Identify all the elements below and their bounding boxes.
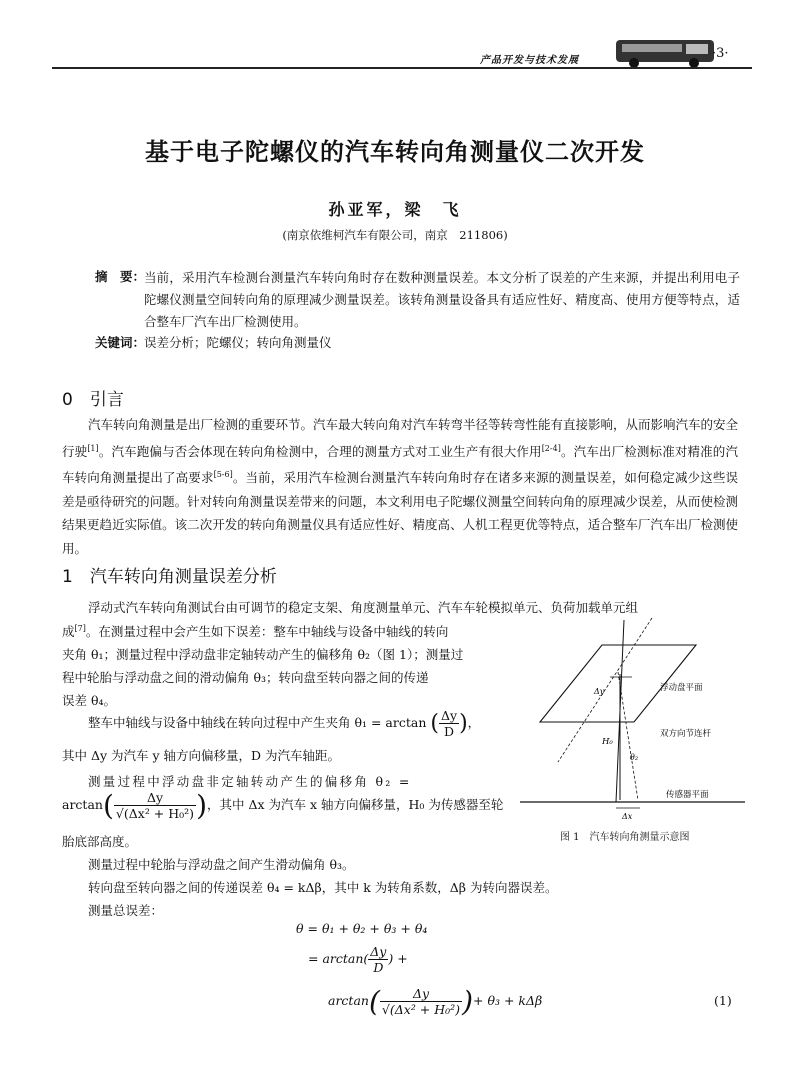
affiliation: (南京依维柯汽车有限公司，南京 211806) — [282, 228, 508, 242]
theta2-definition: arctan( $\frac{\Delta y}{\text{√(Δx² + H₀²)}}$ )，其中 Δx 为汽车 x 轴方向偏移量，H₀ 为传感器至轮 — [62, 789, 504, 822]
paper-title: 基于电子陀螺仪的汽车转向角测量仪二次开发 — [145, 138, 645, 166]
keywords-label: 关键词： — [95, 335, 146, 350]
section-1-line-1: 浮动式汽车转向角测试台由可调节的稳定支架、角度测量单元、汽车车轮模拟单元、负荷加载单元组 — [88, 600, 639, 615]
section-0-heading: 0 引言 — [62, 390, 124, 410]
abstract-label: 摘 要： — [95, 269, 146, 284]
section-1-line-3: 夹角 θ₁；测量过程中浮动盘非定轴转动产生的偏移角 θ₂（图 1）；测量过 — [62, 647, 464, 662]
keywords-text: 误差分析；陀螺仪；转向角测量仪 — [144, 335, 332, 350]
citation-1: [1] — [87, 443, 99, 453]
label-dy: Δy — [594, 687, 605, 696]
equation-row-2: = arctan( $\frac{\Delta y}{D}$ ) + — [308, 944, 408, 975]
abstract-text: 当前，采用汽车检测台测量汽车转向角时存在数种测量误差。本文分析了误差的产生来源，并提出利用电子陀螺仪测量空间转向角的原理减少测量误差。该转角测量设备具有适应性好、精度高、使用方便等特点，适合整车厂汽车出厂检测使用。 — [144, 270, 740, 329]
authors: 孙亚军，梁 飞 — [328, 200, 462, 219]
label-plate: 浮动盘平面 — [660, 683, 703, 693]
label-joint: 双方向节连杆 — [660, 729, 712, 739]
theta1-definition: 整车中轴线与设备中轴线在转向过程中产生夹角 θ₁ = arctan ( $\frac{\Delta y}{D}$ )， — [88, 708, 481, 739]
figure-1-diagram — [520, 612, 745, 820]
citation-5-6: [5-6] — [213, 470, 233, 480]
citation-7: [7] — [74, 623, 86, 633]
label-h0: H₀ — [602, 737, 613, 747]
figure-1-caption: 图 1 汽车转向角测量示意图 — [560, 832, 690, 843]
section-1-line-10: 胎底部高度。 — [62, 834, 138, 849]
page-number: ·3· — [712, 46, 729, 61]
label-dx: Δx — [622, 812, 633, 820]
equation-row-3: arctan( $\frac{\Delta y}{\text{√(Δx² + H₀²)}}$ )+ θ₃ + kΔβ — [328, 985, 543, 1018]
section-1-line-2: 成[7]。在测量过程中会产生如下误差：整车中轴线与设备中轴线的转向 — [62, 623, 449, 639]
section-1-line-7: 其中 Δy 为汽车 y 轴方向偏移量，D 为汽车轴距。 — [62, 748, 341, 763]
section-1-line-13: 测量总误差： — [88, 903, 164, 918]
section-1-heading: 1 汽车转向角测量误差分析 — [62, 567, 277, 587]
running-header-column: 产品开发与技术发展 — [480, 55, 579, 66]
label-theta2: θ₂ — [630, 753, 639, 762]
bus-icon — [612, 34, 720, 70]
section-1-line-8: 测量过程中浮动盘非定轴转动产生的偏移角 θ₂ = — [88, 774, 412, 789]
equation-number: (1) — [714, 993, 732, 1008]
equation-row-1: θ = θ₁ + θ₂ + θ₃ + θ₄ — [296, 921, 428, 936]
section-1-line-11: 测量过程中轮胎与浮动盘之间产生滑动偏角 θ₃。 — [88, 857, 355, 872]
section-0-paragraph: 汽车转向角测量是出厂检测的重要环节。汽车最大转向角对汽车转弯半径等转弯性能有直接影响，从而影响汽车的安全行驶[1]。汽车跑偏与否会体现在转向角检测中，合理的测量方式对工业生产有很大作用[2-4]。汽车出厂检测标准对精准的汽车转向角测量提出了高要求[5-6]。当前，采用汽车检测台测量汽车转向角时存在诸多来源的测量误差，如何稳定减少这些误差是亟待研究的问题。针对转向角测量误差带来的问题，本文利用电子陀螺仪测量空间转向角的原理减少误差，从而使检测结果更趋近实际值。该二次开发的转向角测量仪具有适应性好、精度高、人机工程更优等特点，适合整车厂汽车出厂检测使用。 — [62, 417, 739, 556]
section-1-line-4: 程中轮胎与浮动盘之间的滑动偏角 θ₃；转向盘至转向器之间的传递 — [62, 670, 429, 685]
section-1-line-5: 误差 θ₄。 — [62, 693, 117, 708]
label-sensor: 传感器平面 — [666, 790, 709, 800]
header-rule — [52, 67, 752, 69]
citation-2-4: [2-4] — [541, 443, 561, 453]
section-1-line-12: 转向盘至转向器之间的传递误差 θ₄ = kΔβ，其中 k 为转角系数，Δβ 为转向器误差。 — [88, 880, 558, 895]
